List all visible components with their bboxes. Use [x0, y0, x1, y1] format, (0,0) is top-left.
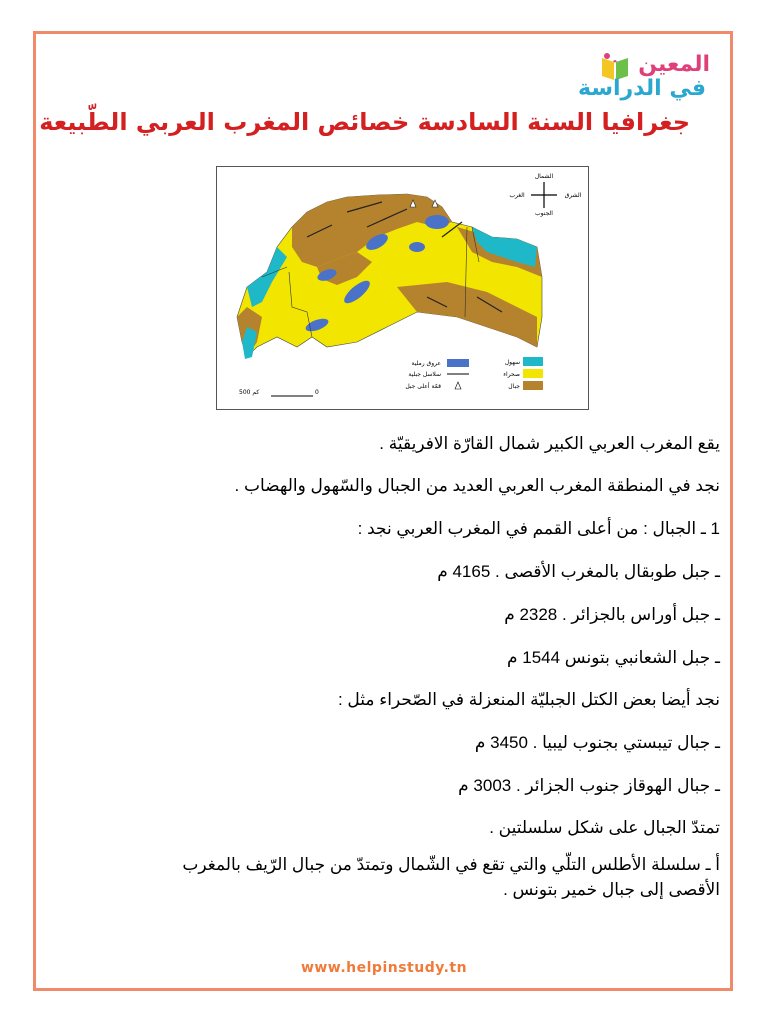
legend-desert: صحراء	[503, 371, 520, 378]
paragraph-isolated-masses: نجد أيضا بعض الكتل الجبليّة المنعزلة في الصّحراء مثل :	[337, 690, 720, 709]
compass-south: الجنوب	[535, 210, 553, 217]
map-dune-6	[409, 242, 425, 252]
legend-swatch-mountains	[523, 381, 543, 390]
legend-swatch-plains	[523, 357, 543, 366]
page-title: جغرافيا السنة السادسة خصائص المغرب العربي الطّبيعة	[39, 108, 690, 136]
paragraph-two-chains: تمتدّ الجبال على شكل سلسلتين .	[489, 818, 720, 837]
logo-line-1: المعين	[638, 52, 710, 77]
legend-highest-peak: قمّة أعلى جبل	[405, 383, 441, 390]
scale-zero: 0	[315, 389, 319, 396]
compass-west: الغرب	[509, 192, 525, 199]
section-mountains-heading: 1 ـ الجبال : من أعلى القمم في المغرب العربي نجد :	[357, 519, 720, 538]
legend-swatch-dunes	[447, 359, 469, 367]
list-item: ـ جبل أوراس بالجزائر . 2328 م	[504, 605, 720, 624]
paragraph-relief: نجد في المنطقة المغرب العربي العديد من الجبال والسّهول والهضاب .	[234, 476, 720, 495]
logo-line-2: في الدراسة	[577, 76, 706, 101]
map-dune-5	[425, 215, 449, 229]
legend-sand-dunes: عروق رملية	[411, 360, 441, 367]
footer-url: www.helpinstudy.tn	[300, 960, 468, 976]
scale-distance: 500 كم	[239, 389, 260, 396]
compass-east: الشرق	[564, 192, 582, 199]
list-item: ـ جبال الهوقاز جنوب الجزائر . 3003 م	[458, 776, 720, 795]
legend-mountains: جبال	[508, 383, 520, 390]
compass-icon	[531, 182, 557, 208]
list-item: ـ جبال تيبستي بجنوب ليبيا . 3450 م	[474, 733, 720, 752]
paragraph-location: يقع المغرب العربي الكبير شمال القارّة الافريقيّة .	[379, 434, 720, 453]
paragraph-tell-atlas: أ ـ سلسلة الأطلس التلّي والتي تقع في الشّمال وتمتدّ من جبال الرّيف بالمغرب الأقصى إلى جبال خمير بتونس .	[182, 855, 720, 899]
legend-peak-icon	[455, 382, 461, 389]
list-item: ـ جبل الشعانبي بتونس 1544 م	[507, 648, 720, 667]
maghreb-map	[216, 166, 589, 410]
legend-plains: سهول	[504, 359, 520, 366]
list-item: ـ جبل طوبقال بالمغرب الأقصى . 4165 م	[437, 562, 720, 581]
compass-north: الشمال	[534, 173, 554, 180]
legend-mountain-ranges: سلاسل جبلية	[408, 371, 441, 378]
site-logo	[577, 46, 710, 108]
legend-swatch-desert	[523, 369, 543, 378]
